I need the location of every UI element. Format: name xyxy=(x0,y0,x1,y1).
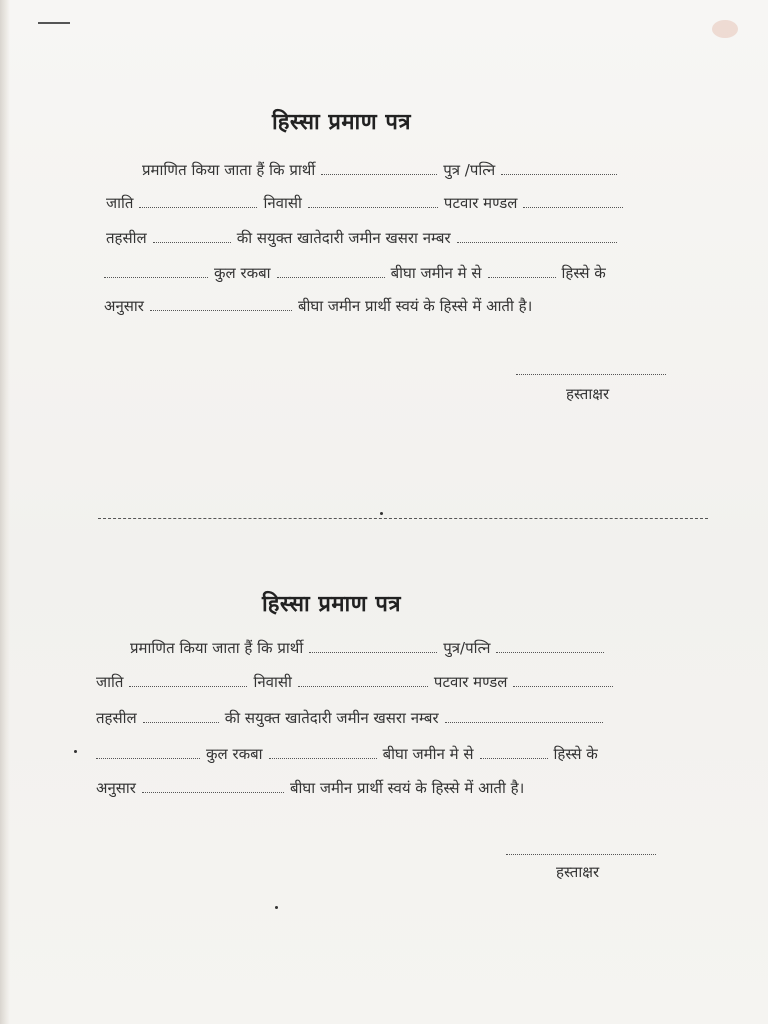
line4-lead-blank xyxy=(96,745,200,759)
form-line-3 xyxy=(96,708,609,728)
form-line-1 xyxy=(142,160,623,180)
line5-text-b: बीघा जमीन प्रार्थी स्वयं के हिस्से में आती है। xyxy=(289,779,525,797)
caste-blank xyxy=(139,194,257,208)
relation-name-blank xyxy=(496,639,604,653)
line2-text-b: निवासी xyxy=(263,194,302,212)
line2-text-a: जाति xyxy=(96,673,124,691)
corner-mark xyxy=(38,22,70,24)
line4-text-b: बीघा जमीन मे से xyxy=(390,264,482,282)
ink-speck xyxy=(74,750,77,753)
paper-stain xyxy=(712,20,738,38)
signature-line xyxy=(506,852,656,855)
form-line-4 xyxy=(96,744,598,764)
patwar-circle-blank xyxy=(523,194,623,208)
line2-text-c: पटवार मण्डल xyxy=(443,194,518,212)
line5-text-a: अनुसार xyxy=(104,297,144,315)
line2-text-a: जाति xyxy=(106,194,134,212)
line1-text-a: प्रमाणित किया जाता हैं कि प्रार्थी xyxy=(130,639,304,657)
line5-text-a: अनुसार xyxy=(96,779,136,797)
form-line-1 xyxy=(130,638,610,658)
ink-speck xyxy=(275,906,278,909)
form-line-5 xyxy=(104,296,532,316)
line4-text-c: हिस्से के xyxy=(553,745,598,763)
signature-line xyxy=(516,372,666,375)
total-area-blank xyxy=(277,264,385,278)
form-line-3 xyxy=(106,228,623,248)
applicant-name-blank xyxy=(321,161,437,175)
form-title: हिस्सा प्रमाण पत्र xyxy=(262,592,401,617)
line1-text-b: पुत्र /पत्नि xyxy=(443,161,496,179)
tehsil-blank xyxy=(153,229,231,243)
applicant-name-blank xyxy=(309,639,437,653)
patwar-circle-blank xyxy=(513,673,613,687)
line4-lead-blank xyxy=(104,264,208,278)
line3-text-b: की सयुक्त खातेदारी जमीन खसरा नम्बर xyxy=(236,229,451,247)
line5-text-b: बीघा जमीन प्रार्थी स्वयं के हिस्से में आती है। xyxy=(297,297,533,315)
line4-text-a: कुल रकबा xyxy=(214,264,271,282)
share-bigha-blank xyxy=(142,779,284,793)
line3-text-b: की सयुक्त खातेदारी जमीन खसरा नम्बर xyxy=(224,709,439,727)
relation-name-blank xyxy=(501,161,617,175)
line2-text-c: पटवार मण्डल xyxy=(433,673,508,691)
line1-text-a: प्रमाणित किया जाता हैं कि प्रार्थी xyxy=(142,161,316,179)
khasra-number-blank xyxy=(445,709,603,723)
share-bigha-blank xyxy=(150,297,292,311)
caste-blank xyxy=(129,673,247,687)
form-line-4 xyxy=(104,263,606,283)
line3-text-a: तहसील xyxy=(106,229,147,247)
signature-label: हस्ताक्षर xyxy=(566,385,610,403)
line4-text-c: हिस्से के xyxy=(561,264,606,282)
line1-text-b: पुत्र/पत्नि xyxy=(443,639,491,657)
total-area-blank xyxy=(269,745,377,759)
ink-speck xyxy=(380,512,383,515)
line3-text-a: तहसील xyxy=(96,709,137,727)
form-title: हिस्सा प्रमाण पत्र xyxy=(272,110,411,135)
khasra-number-blank xyxy=(457,229,617,243)
residence-blank xyxy=(308,194,438,208)
line4-text-a: कुल रकबा xyxy=(206,745,263,763)
tehsil-blank xyxy=(143,709,219,723)
line2-text-b: निवासी xyxy=(253,673,292,691)
share-from-blank xyxy=(488,264,556,278)
cut-line xyxy=(98,518,708,519)
form-line-5 xyxy=(96,778,524,798)
paper-edge xyxy=(0,0,10,1024)
line4-text-b: बीघा जमीन मे से xyxy=(382,745,474,763)
form-line-2 xyxy=(106,193,629,213)
share-from-blank xyxy=(480,745,548,759)
signature-label: हस्ताक्षर xyxy=(556,863,600,881)
form-line-2 xyxy=(96,672,619,692)
residence-blank xyxy=(298,673,428,687)
